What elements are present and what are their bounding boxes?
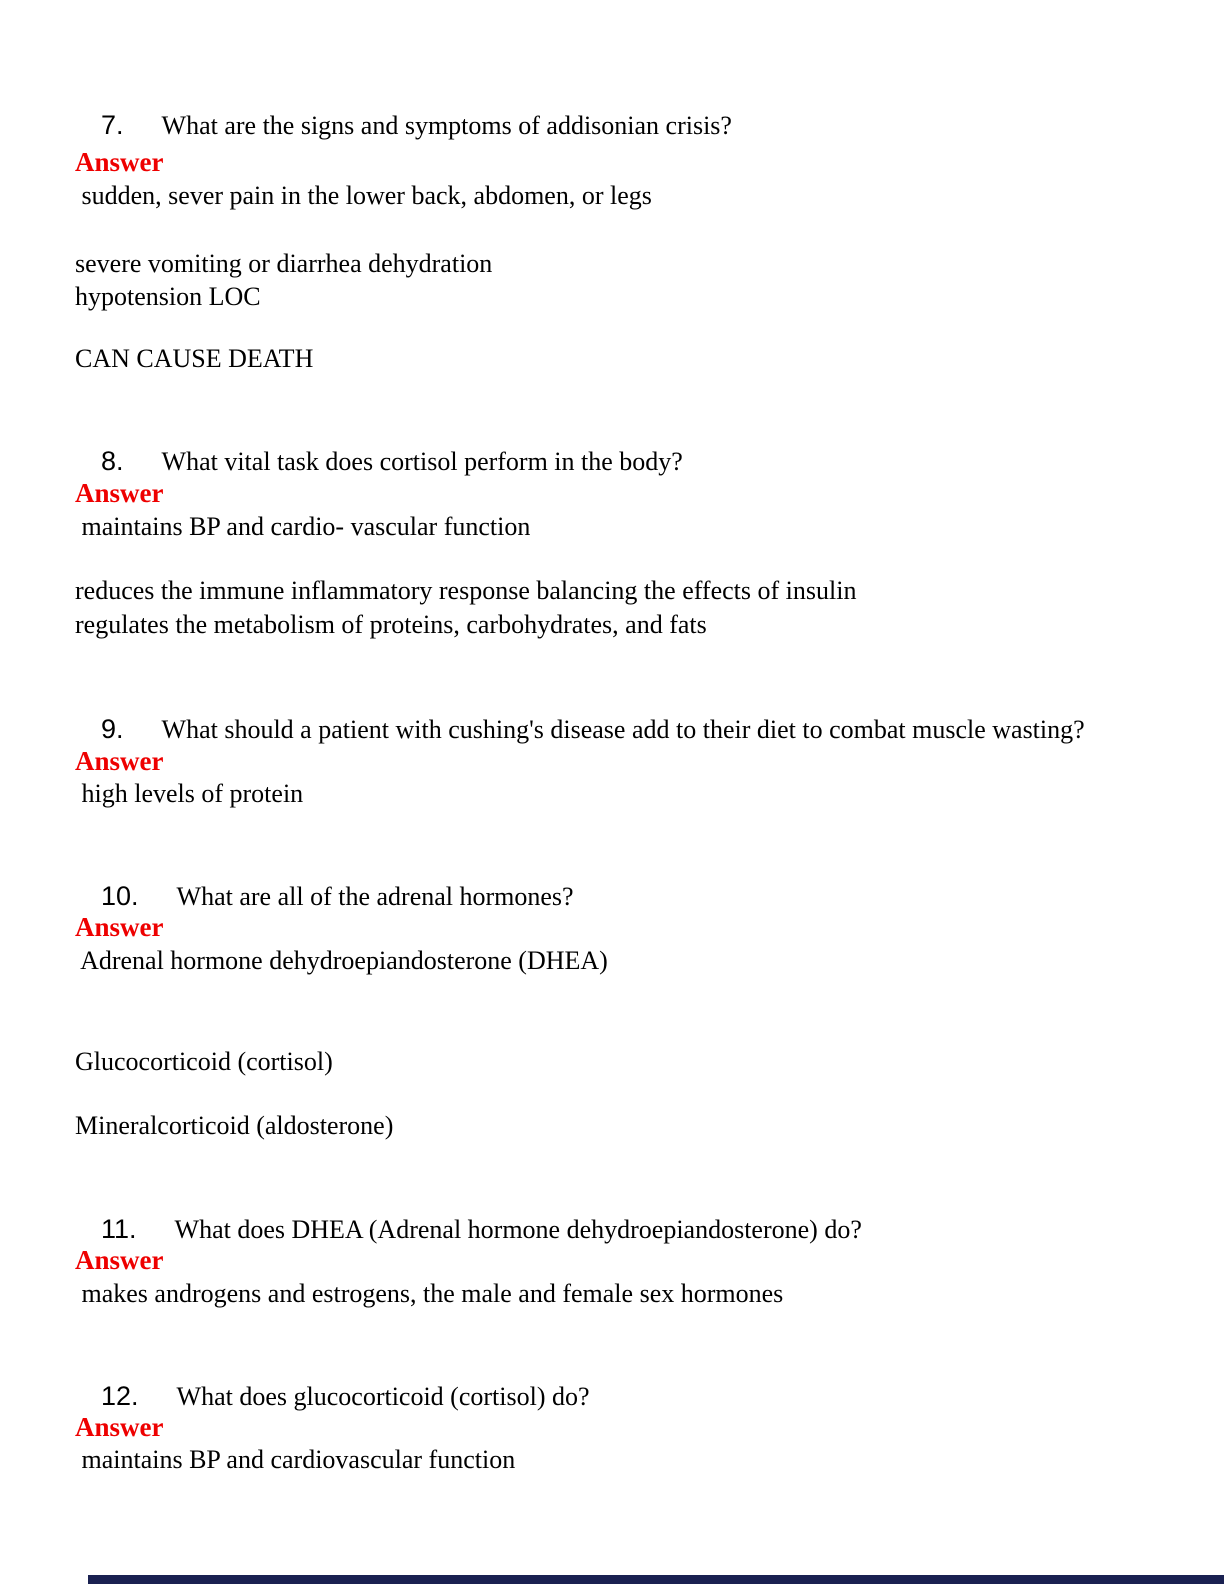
answer-label-9: Answer [75, 746, 164, 776]
question-9 [75, 680, 1085, 779]
answer-8-line-1: maintains BP and cardio- vascular function [75, 512, 531, 541]
answer-label-8: Answer [75, 478, 164, 508]
question-8-number: 8. [101, 446, 124, 476]
answer-8-line-2: reduces the immune inflammatory response balancing the effects of insulin [75, 576, 857, 605]
answer-9-line-1: high levels of protein [75, 779, 304, 808]
question-8 [75, 412, 683, 511]
answer-8-line-3: regulates the metabolism of proteins, carbohydrates, and fats [75, 610, 707, 639]
footer-bar [88, 1575, 1224, 1584]
answer-7-line-4: CAN CAUSE DEATH [75, 344, 314, 373]
answer-label-10: Answer [75, 912, 164, 942]
question-12-text: What does glucocorticoid (cortisol) do? [176, 1382, 590, 1411]
question-11-text: What does DHEA (Adrenal hormone dehydroepiandosterone) do? [174, 1215, 862, 1244]
question-10-number: 10. [101, 881, 139, 911]
question-10-text: What are all of the adrenal hormones? [176, 882, 574, 911]
answer-10-line-1: Adrenal hormone dehydroepiandosterone (DHEA) [75, 946, 608, 975]
question-11 [75, 1180, 862, 1279]
answer-label-7: Answer [75, 147, 164, 177]
question-9-text: What should a patient with cushing's disease add to their diet to combat muscle wasting? [161, 715, 1085, 744]
question-8-text: What vital task does cortisol perform in the body? [161, 447, 683, 476]
answer-11-line-1: makes androgens and estrogens, the male and female sex hormones [75, 1279, 784, 1308]
answer-10-line-2: Glucocorticoid (cortisol) [75, 1047, 333, 1076]
question-7-text: What are the signs and symptoms of addisonian crisis? [161, 111, 732, 140]
answer-7-line-2: severe vomiting or diarrhea dehydration [75, 249, 493, 278]
question-7-number: 7. [101, 110, 124, 140]
answer-12-line-1: maintains BP and cardiovascular function [75, 1445, 516, 1474]
question-11-number: 11. [101, 1214, 137, 1244]
answer-label-11: Answer [75, 1245, 164, 1275]
question-12-number: 12. [101, 1381, 139, 1411]
answer-10-line-3: Mineralcorticoid (aldosterone) [75, 1111, 394, 1140]
question-9-number: 9. [101, 714, 124, 744]
question-7 [75, 76, 732, 175]
answer-7-line-1: sudden, sever pain in the lower back, abdomen, or legs [75, 181, 652, 210]
answer-7-line-3: hypotension LOC [75, 282, 261, 311]
answer-label-12: Answer [75, 1412, 164, 1442]
